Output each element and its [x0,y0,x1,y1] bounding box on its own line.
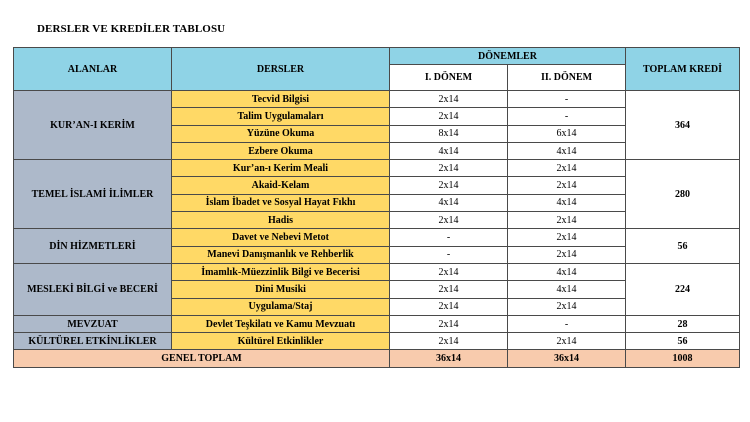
page-title: DERSLER VE KREDİLER TABLOSU [37,23,226,35]
donem-1-cell: 2x14 [390,315,508,332]
header-donem-2: II. DÖNEM [508,65,626,91]
donem-2-cell: 4x14 [508,142,626,159]
course-name-cell: Uygulama/Staj [172,298,390,315]
grand-total-donem-1: 36x14 [390,350,508,367]
donem-2-cell: 2x14 [508,333,626,350]
donem-2-cell: 2x14 [508,246,626,263]
donem-1-cell: - [390,229,508,246]
donem-1-cell: 2x14 [390,108,508,125]
area-cell: TEMEL İSLAMİ İLİMLER [14,160,172,229]
donem-2-cell: 4x14 [508,194,626,211]
course-name-cell: Manevi Danışmanlık ve Rehberlik [172,246,390,263]
donem-2-cell: 2x14 [508,298,626,315]
course-name-cell: Kur’an-ı Kerim Meali [172,160,390,177]
table-row [14,263,740,280]
donem-2-cell: 4x14 [508,281,626,298]
area-cell: MESLEKİ BİLGİ ve BECERİ [14,263,172,315]
area-cell: KÜLTÜREL ETKİNLİKLER [14,333,172,350]
total-credit-cell: 28 [626,315,740,332]
course-name-cell: İmamlık-Müezzinlik Bilgi ve Becerisi [172,263,390,280]
donem-1-cell: 4x14 [390,194,508,211]
donem-1-cell: 2x14 [390,333,508,350]
credits-table [13,47,740,368]
course-name-cell: Dini Musiki [172,281,390,298]
total-credit-cell: 56 [626,333,740,350]
course-name-cell: Yüzüne Okuma [172,125,390,142]
area-cell: MEVZUAT [14,315,172,332]
header-alanlar: ALANLAR [14,48,172,91]
total-credit-cell: 224 [626,263,740,315]
donem-1-cell: 8x14 [390,125,508,142]
donem-1-cell: 2x14 [390,281,508,298]
course-name-cell: İslam İbadet ve Sosyal Hayat Fıkhı [172,194,390,211]
header-toplam-kredi: TOPLAM KREDİ [626,48,740,91]
area-cell: KUR’AN-I KERİM [14,91,172,160]
donem-1-cell: 2x14 [390,177,508,194]
table-row [14,91,740,108]
table-row [14,229,740,246]
area-cell: DİN HİZMETLERİ [14,229,172,264]
course-name-cell: Devlet Teşkilatı ve Kamu Mevzuatı [172,315,390,332]
total-credit-cell: 280 [626,160,740,229]
donem-1-cell: 2x14 [390,298,508,315]
donem-1-cell: 4x14 [390,142,508,159]
course-name-cell: Talim Uygulamaları [172,108,390,125]
header-donem-1: I. DÖNEM [390,65,508,91]
course-name-cell: Ezbere Okuma [172,142,390,159]
header-dersler: DERSLER [172,48,390,91]
grand-total-label: GENEL TOPLAM [14,350,390,367]
table-row [14,160,740,177]
total-credit-cell: 56 [626,229,740,264]
grand-total-credit: 1008 [626,350,740,367]
course-name-cell: Davet ve Nebevi Metot [172,229,390,246]
total-credit-cell: 364 [626,91,740,160]
header-donemler: DÖNEMLER [390,48,626,65]
donem-2-cell: 2x14 [508,212,626,229]
table-row [14,315,740,332]
donem-1-cell: 2x14 [390,263,508,280]
donem-2-cell: 4x14 [508,263,626,280]
course-name-cell: Hadis [172,212,390,229]
table-row [14,333,740,350]
donem-2-cell: 2x14 [508,229,626,246]
donem-1-cell: 2x14 [390,212,508,229]
table-body [14,91,740,368]
course-name-cell: Kültürel Etkinlikler [172,333,390,350]
grand-total-donem-2: 36x14 [508,350,626,367]
course-name-cell: Akaid-Kelam [172,177,390,194]
donem-1-cell: - [390,246,508,263]
donem-2-cell: - [508,91,626,108]
course-name-cell: Tecvid Bilgisi [172,91,390,108]
donem-2-cell: - [508,315,626,332]
donem-2-cell: 2x14 [508,177,626,194]
donem-2-cell: - [508,108,626,125]
donem-2-cell: 6x14 [508,125,626,142]
grand-total-row [14,350,740,367]
donem-2-cell: 2x14 [508,160,626,177]
donem-1-cell: 2x14 [390,160,508,177]
donem-1-cell: 2x14 [390,91,508,108]
